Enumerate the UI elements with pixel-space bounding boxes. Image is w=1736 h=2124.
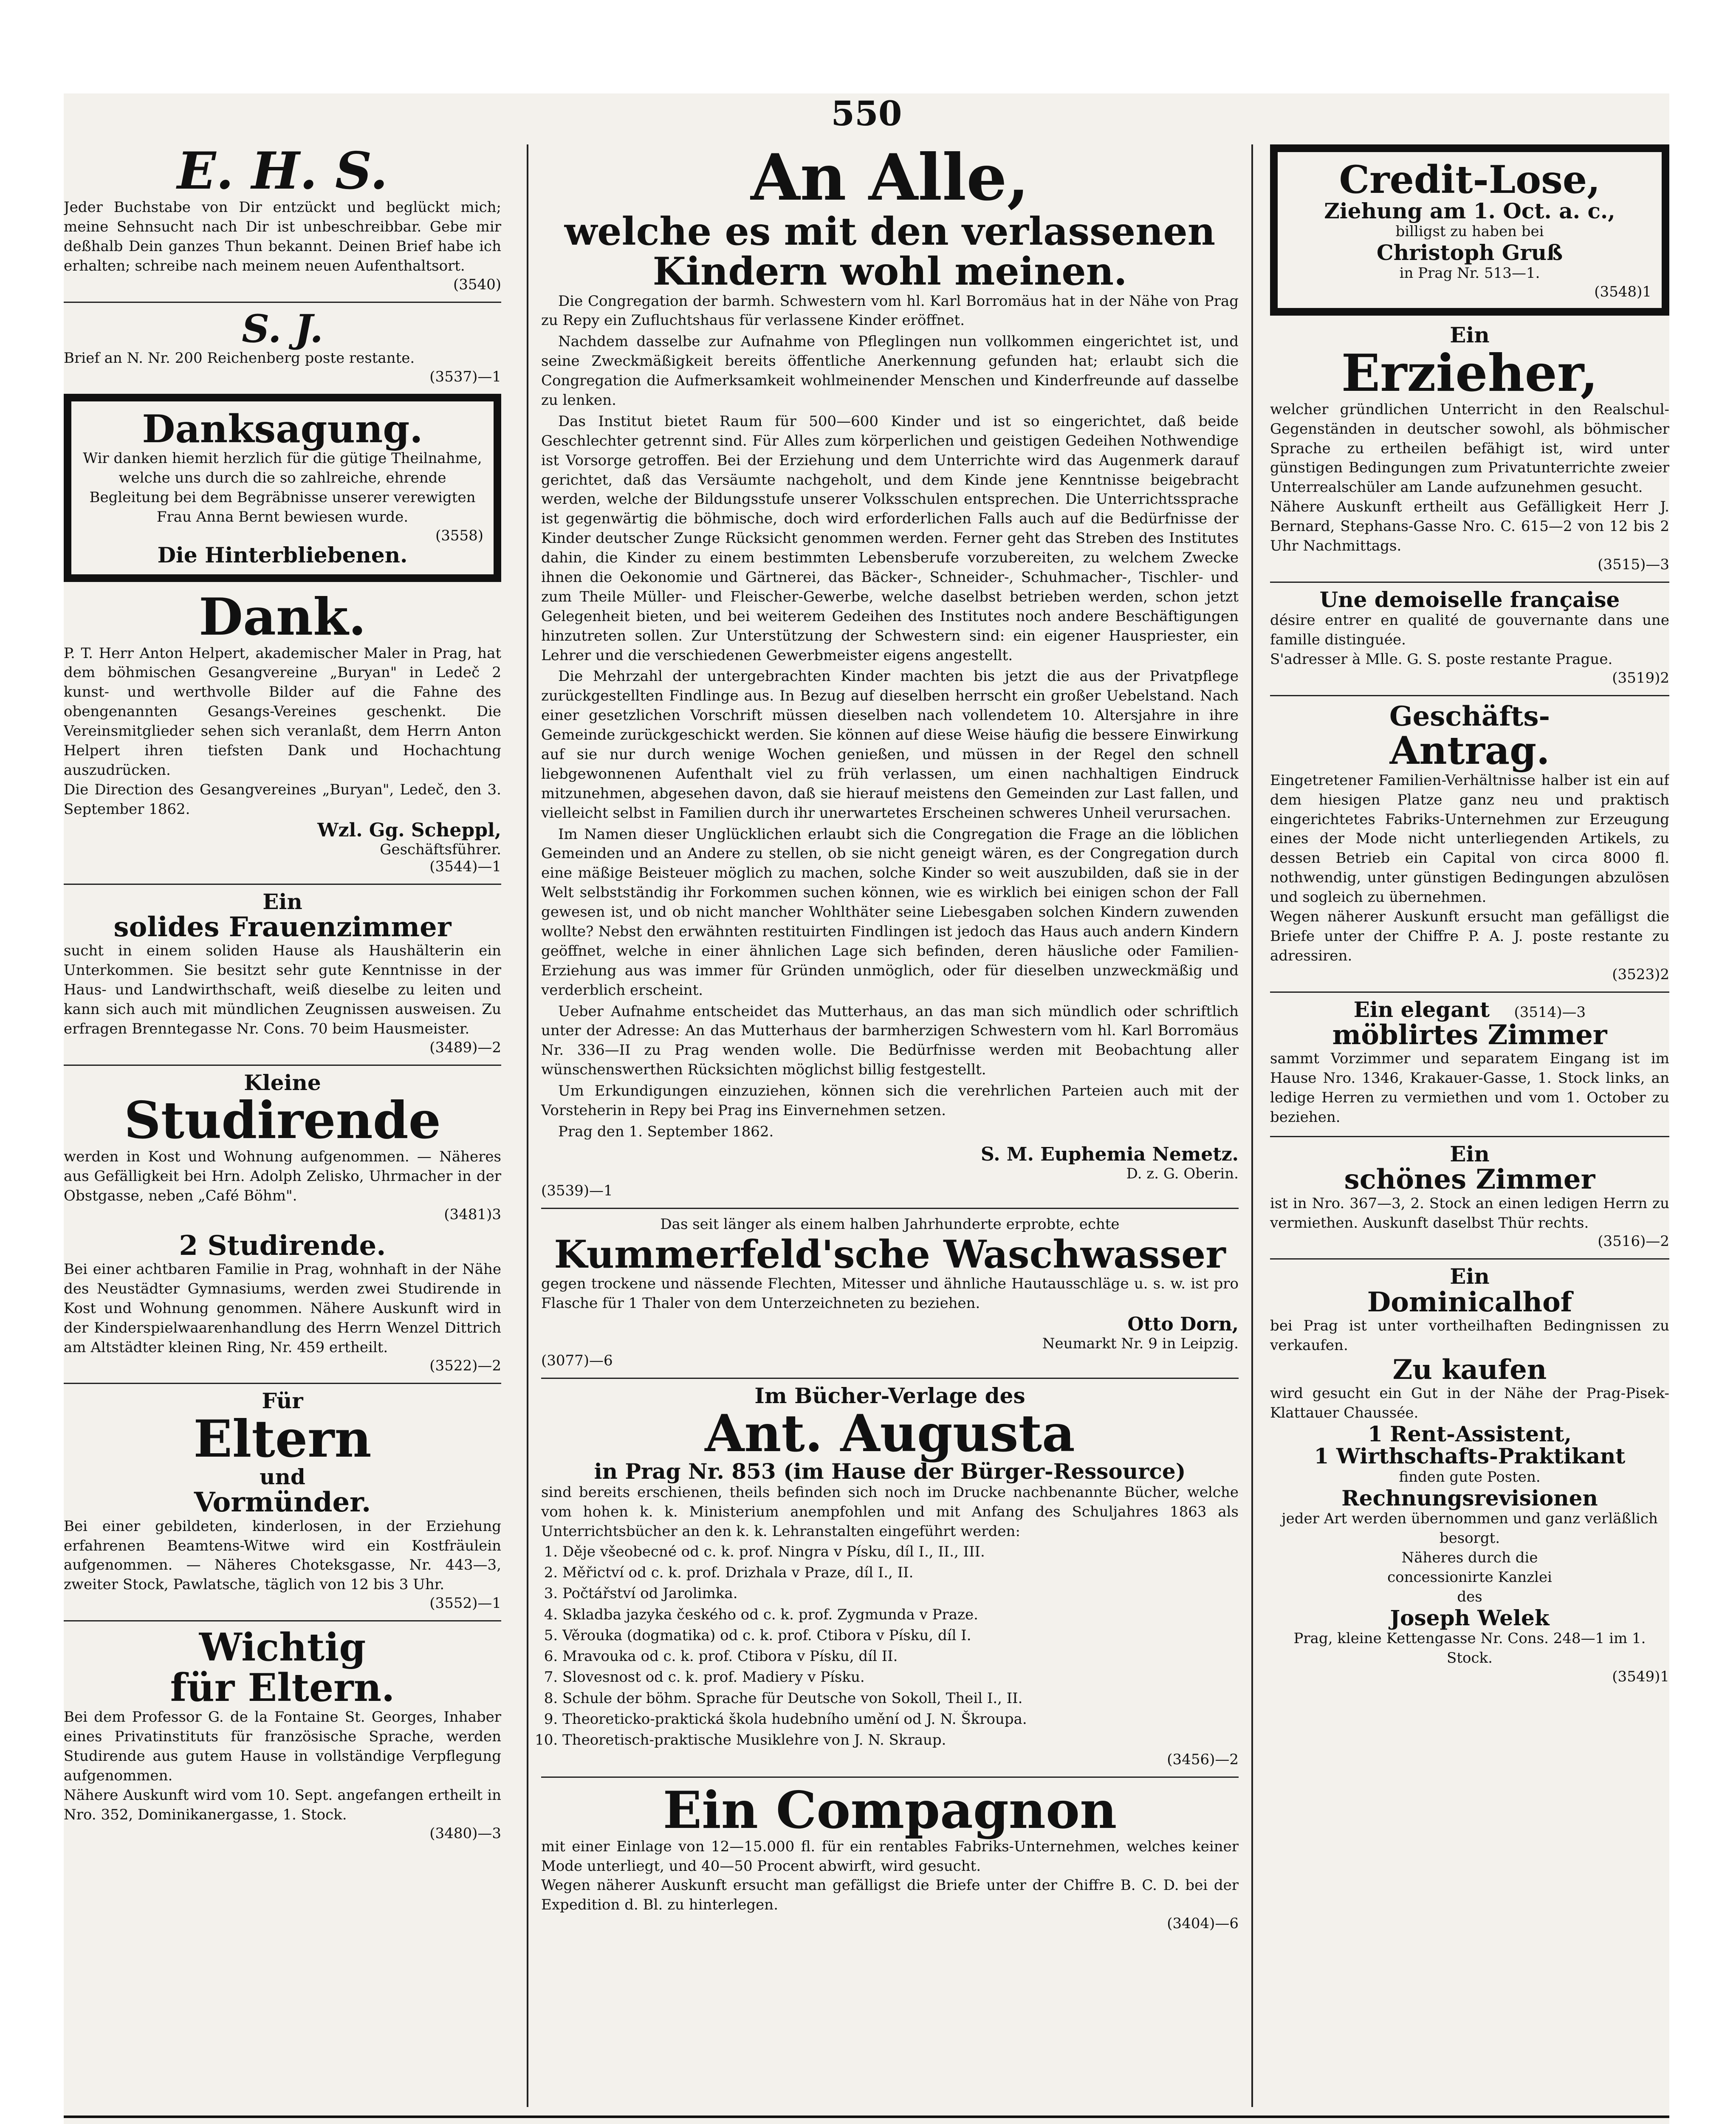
ad-title: Credit-Lose, — [1339, 157, 1601, 202]
ad-pretitle: Ein — [263, 889, 302, 914]
ad-title: Une demoiselle française — [1319, 587, 1620, 612]
ad-ref: (3077)—6 — [541, 1352, 613, 1369]
right-column — [1257, 144, 1669, 2107]
ad-text-2: Nähere Auskunft wird vom 10. Sept. angefangen ertheilt in Nro. 352, Dominikanergasse, 1. Stock. — [64, 1786, 501, 1823]
ad-signature: Christoph Gruß — [1376, 240, 1563, 265]
ad-eltern — [64, 1390, 501, 1612]
ad-ref: (3539)—1 — [541, 1182, 613, 1199]
ad-ref: (3404)—6 — [1167, 1915, 1239, 1932]
ad-ref: (3481)3 — [444, 1206, 501, 1223]
ad-title: Erzieher, — [1341, 343, 1598, 403]
ad-signature: Die Hinterbliebenen. — [157, 542, 408, 568]
ad-text: welcher gründlichen Unterricht in den Realschul-Gegenständen in deutscher sowohl, als böhmischer Sprache zu ertheilen befähigt ist, wird unter günstigen Bedingungen zum Privatunterrichte zweier Unterrealschüler am Lande aufzunehmen gesucht. — [1270, 401, 1669, 496]
ad-credit-lose — [1270, 144, 1669, 316]
ad-pretitle: Das seit länger als einem halben Jahrhunderte erprobte, echte — [660, 1215, 1120, 1233]
divider — [64, 302, 501, 303]
divider — [64, 1065, 501, 1066]
ad-title-2: Zu kaufen — [1392, 1353, 1547, 1386]
ad-title: schönes Zimmer — [1344, 1164, 1595, 1196]
ad-zwei-studirende — [64, 1231, 501, 1375]
ad-zimmer-2 — [1270, 1143, 1669, 1250]
ad-signature: S. M. Euphemia Nemetz. — [981, 1143, 1239, 1165]
ad-studirende — [64, 1072, 501, 1223]
ad-title: Dominicalhof — [1367, 1286, 1572, 1318]
ad-title-2: Vormünder. — [194, 1486, 371, 1519]
ad-address: Prag, kleine Kettengasse Nr. Cons. 248—1 im 1. Stock. — [1293, 1630, 1646, 1667]
ad-paragraph: Ueber Aufnahme entscheidet das Mutterhaus, an das man sich mündlich oder schriftlich unter der Adresse: An das Mutterhaus der barmherzigen Schwestern vom hl. Karl Borromäus Nr. 336—II zu Prag wenden wolle. Die Bedürfnisse werden mit Beobachtung aller wünschenswerthen Rücksichten möglichst billig festgestellt. — [541, 1003, 1239, 1079]
middle-column — [527, 144, 1253, 2107]
ad-ref: (3456)—2 — [1167, 1751, 1239, 1768]
ad-augusta — [541, 1385, 1239, 1768]
ad-line: 1 Wirthschafts-Praktikant — [1314, 1443, 1626, 1469]
ad-text: désire entrer en qualité de gouvernante dans une famille distinguée. — [1270, 612, 1669, 649]
footer-imprint — [64, 2116, 1669, 2124]
ad-midtitle: und — [260, 1464, 305, 1489]
divider — [541, 1378, 1239, 1379]
list-item: 3. Počtářství od Jarolimka. — [562, 1583, 1239, 1604]
ad-subtitle: Ziehung am 1. Oct. a. c., — [1324, 198, 1615, 223]
ad-title: Kummerfeld'sche Waschwasser — [554, 1231, 1226, 1277]
divider — [1270, 582, 1669, 583]
book-list — [541, 1542, 1239, 1751]
ad-pretitle: Ein — [1450, 322, 1490, 348]
ad-ref: (3552)—1 — [429, 1595, 501, 1612]
divider — [1270, 991, 1669, 993]
ad-text: ist in Nro. 367—3, 2. Stock an einen ledigen Herrn zu vermiethen. Auskunft daselbst Thür rechts. — [1270, 1195, 1669, 1231]
ad-text: Bei dem Professor G. de la Fontaine St. Georges, Inhaber eines Privatinstituts für französische Sprache, werden Studirende aus gutem Hause in vollständige Verpflegung aufgenommen. — [64, 1709, 501, 1784]
list-item: 10. Theoretisch-praktische Musiklehre von J. N. Skraup. — [562, 1730, 1239, 1751]
ad-text-2: Die Direction des Gesangvereines „Buryan", Ledeč, den 3. September 1862. — [64, 781, 501, 818]
ad-text: mit einer Einlage von 12—15.000 fl. für ein rentables Fabriks-Unternehmen, welches keiner Mode unterliegt, und 40—50 Procent abwirft, wird gesucht. — [541, 1838, 1239, 1875]
ad-title: Ant. Augusta — [705, 1404, 1075, 1464]
ad-title: Studirende — [124, 1090, 441, 1151]
ad-dominicalhof — [1270, 1265, 1669, 1685]
ad-ehs — [64, 144, 501, 293]
ad-text: Bei einer achtbaren Familie in Prag, wohnhaft in der Nähe des Neustädter Gymnasiums, werden zwei Studirende in Kost und Wohnung genommen. Nähere Auskunft wird in der Kinderspielwaarenhandlung des Herrn Wenzel Dittrich am Altstädter kleinen Ring, Nr. 459 ertheilt. — [64, 1261, 501, 1356]
ad-text-7: des — [1457, 1588, 1482, 1605]
ad-text: Bei einer gebildeten, kinderlosen, in der Erziehung erfahrenen Beamtens-Witwe wird ein Kostfräulein aufgenommen. — Näheres Choteksgasse, Nr. 443—3, zweiter Stock, Pawlatsche, täglich von 12 bis 3 Uhr. — [64, 1517, 501, 1593]
ad-erzieher — [1270, 324, 1669, 573]
ad-text: sammt Vorzimmer und separatem Eingang ist im Hause Nro. 1346, Krakauer-Gasse, 1. Stock links, an ledige Herren zu vermiethen und vom 1. October zu beziehen. — [1270, 1050, 1669, 1126]
ad-signature: Wzl. Gg. Scheppl, — [317, 819, 501, 841]
ad-text-2: S'adresser à Mlle. G. S. poste restante Prague. — [1270, 651, 1613, 668]
ad-title: Dank. — [199, 587, 366, 647]
ad-title: An Alle, — [751, 144, 1029, 215]
divider — [541, 1208, 1239, 1209]
ad-text: sucht in einem soliden Hause als Haushälterin ein Unterkommen. Sie besitzt sehr gute Kenntnisse in der Haus- und Landwirthschaft, weiß dieselbe zu leiten und kann sich auch mit mündlichen Zeugnissen ausweisen. Zu erfragen Brenntegasse Nr. Cons. 70 beim Hausmeister. — [64, 942, 501, 1037]
ad-pretitle: Für — [262, 1388, 303, 1414]
ad-signature-role: Neumarkt Nr. 9 in Leipzig. — [1042, 1335, 1239, 1352]
ad-ref: (3544)—1 — [429, 858, 501, 875]
list-item: 5. Věrouka (dogmatika) od c. k. prof. Ctibora v Písku, díl I. — [562, 1625, 1239, 1646]
ad-paragraph: Die Mehrzahl der untergebrachten Kinder machten bis jetzt die aus der Privatpflege zurückgestellten Findlinge aus. In Bezug auf dieselben herrscht ein großer Uebelstand. Nach einer gesetzlichen Vorschrift müssen dieselben nach vollendetem 10. Altersjahre in ihre Gemeinde zurückgeschickt werden. Sie können auf diese Weise häufig die bessere Einwirkung auf sie nur durch wenige Wochen genießen, und müssen in der Regel den schnell liebgewonnenen Aufenthalt viel zu früh verlassen, um einen nachhaltigen Eindruck mitzunehmen, abgesehen davon, daß sie hierauf meistens den Gemeinden zur Last fallen, und vielleicht selbst in Familien durch ihr unerwartetes Erscheinen schweres Unheil verursachen. — [541, 668, 1239, 822]
ad-wichtig — [64, 1627, 501, 1842]
ad-line: 1 Rent-Assistent, — [1368, 1421, 1572, 1446]
ad-ref: (3515)—3 — [1598, 556, 1669, 573]
ad-title: möblirtes Zimmer — [1332, 1019, 1607, 1051]
ad-text-6: concessionirte Kanzlei — [1387, 1568, 1552, 1586]
ad-compagnon — [541, 1780, 1239, 1932]
ad-ref: (3537)—1 — [429, 368, 501, 385]
ad-signature: Joseph Welek — [1390, 1605, 1550, 1630]
ad-text-2: wird gesucht ein Gut in der Nähe der Prag-Pisek-Klattauer Chaussée. — [1270, 1385, 1669, 1421]
ad-text: Eingetretener Familien-Verhältnisse halber ist ein auf dem hiesigen Platze ganz neu und praktisch eingerichtetes Fabriks-Unternehmen zur Erzeugung eines der Mode nicht unterliegenden Artikels, zu dessen Betrieb ein Capital von circa 8000 fl. nothwendig, unter günstigen Bedingungen abzulösen und sogleich zu übernehmen. — [1270, 771, 1669, 906]
ad-text-5: Näheres durch die — [1401, 1549, 1538, 1566]
ad-text: werden in Kost und Wohnung aufgenommen. — Näheres aus Gefälligkeit bei Hrn. Adolph Zelisko, Uhrmacher in der Obstgasse, neben „Café Böhm". — [64, 1148, 501, 1204]
ad-text: Jeder Buchstabe von Dir entzückt und beglückt mich; meine Sehnsucht nach Dir ist unbeschreibbar. Gebe mir deßhalb Dein ganzes Thun bekannt. Deinen Brief habe ich erhalten; schreibe nach meinem neuen Aufenthaltsort. — [64, 199, 501, 274]
divider — [64, 1620, 501, 1621]
list-item: 6. Mravouka od c. k. prof. Ctibora v Písku, díl II. — [562, 1646, 1239, 1667]
ad-text: Wir danken hiemit herzlich für die gütige Theilnahme, welche uns durch die so zahlreiche, ehrende Begleitung bei dem Begräbnisse unserer verewigten Frau Anna Bernt bewiesen wurde. — [83, 450, 482, 526]
ad-paragraph: Nachdem dasselbe zur Aufnahme von Pfleglingen nun vollkommen eingerichtet ist, und seine Zweckmäßigkeit bereits öffentliche Anerkennung gefunden hat; erlaubt sich die Congregation die Aufmerksamkeit wohlmeinender Menschen und Kinderfreunde auf dasselbe zu lenken. — [541, 333, 1239, 409]
ad-signature: Otto Dorn, — [1127, 1313, 1239, 1335]
ad-title: Ein Compagnon — [663, 1780, 1117, 1840]
ad-ref: (3540) — [453, 276, 501, 293]
ad-pretitle-text: Ein elegant — [1353, 997, 1490, 1022]
divider — [1270, 1136, 1669, 1137]
list-item: 9. Theoreticko-praktická škola hudebního umění od J. N. Škroupa. — [562, 1709, 1239, 1730]
divider — [64, 1383, 501, 1384]
list-item: 7. Slovesnost od c. k. prof. Madiery v Písku. — [562, 1667, 1239, 1688]
ad-ref: (3519)2 — [1612, 669, 1669, 687]
divider — [64, 884, 501, 885]
list-item: 1. Děje všeobecné od c. k. prof. Ningra v Písku, díl I., II., III. — [562, 1542, 1239, 1562]
left-column — [64, 144, 501, 2107]
ad-signature-role: D. z. G. Oberin. — [1126, 1165, 1239, 1182]
ad-text-4: jeder Art werden übernommen und ganz verläßlich besorgt. — [1282, 1510, 1658, 1547]
ad-pretitle — [1270, 999, 1669, 1021]
newspaper-page — [64, 93, 1669, 2124]
ad-pretitle: Ein — [1450, 1141, 1490, 1167]
list-item: 2. Měřictví od c. k. prof. Drizhala v Praze, díl I., II. — [562, 1562, 1239, 1583]
ad-pretitle: Kleine — [244, 1070, 321, 1095]
ad-date: Prag den 1. September 1862. — [558, 1123, 774, 1140]
ad-paragraph: Im Namen dieser Unglücklichen erlaubt sich die Congregation die Frage an die löblichen Gemeinden und an Andere zu stellen, ob sie nicht geneigt wären, es der Congregation durch eine mäßige Beisteuer möglich zu machen, solche Kinder so weit auszubilden, daß sie in der Welt selbstständig ihr Forkommen suchen können, wie es wirklich bei einigen schon der Fall gewesen ist, und ob nicht mancher Wohlthäter seine Liebesgaben solchen Kindern zuwenden wollte? Nebst den erwähnten restituirten Findlingen ist jedoch das Haus auch andern Kindern geöffnet, welche in einer ähnlichen Lage sich befinden, deren häusliche oder Familien-Erziehung aus was immer für Gründen unmöglich, oder für dieselben unzweckmäßig und verderblich erscheint. — [541, 825, 1239, 999]
ad-pretitle: Im Bücher-Verlage des — [754, 1383, 1025, 1408]
page-number: 550 — [831, 93, 902, 133]
ad-pretitle: Ein — [1450, 1264, 1490, 1289]
ad-ref: (3514)—3 — [1514, 1003, 1586, 1021]
ad-title: S. J. — [242, 306, 323, 351]
ad-ref: (3549)1 — [1612, 1668, 1669, 1685]
ad-an-alle — [541, 144, 1239, 1199]
ad-line: Rechnungsrevisionen — [1341, 1485, 1598, 1511]
ad-title: Geschäfts- — [1389, 700, 1550, 733]
divider — [1270, 695, 1669, 696]
ad-waschwasser — [541, 1215, 1239, 1369]
ad-text-2: Wegen näherer Auskunft ersucht man gefälligst die Briefe unter der Chiffre B. C. D. bei der Expedition d. Bl. zu hinterlegen. — [541, 1877, 1239, 1914]
list-item: 4. Skladba jazyka českého od c. k. prof. Zygmunda v Praze. — [562, 1604, 1239, 1625]
ad-text: sind bereits erschienen, theils befinden sich noch im Drucke nachbenannte Bücher, welche vom hohen k. k. Ministerium anempfohlen und mit Anfang des Schuljahres 1863 als Unterrichtsbücher an den k. k. Lehranstalten eingeführt werden: — [541, 1483, 1239, 1540]
ad-title-2: für Eltern. — [170, 1665, 395, 1710]
ad-dank — [64, 587, 501, 875]
ad-paragraph: Um Erkundigungen einzuziehen, können sich die verehrlichen Parteien auch mit der Vorsteherin in Repy bei Prag ins Einvernehmen setzen. — [541, 1082, 1239, 1119]
ad-address: in Prag Nr. 513—1. — [1399, 265, 1540, 282]
ad-ref: (3548)1 — [1594, 283, 1651, 301]
ad-paragraph: Das Institut bietet Raum für 500—600 Kinder und ist so eingerichtet, daß beide Geschlechter getrennt sind. Für Alles zum körperlichen und geistigen Gedeihen Nothwendige ist Vorsorge getroffen. Bei der Erziehung und dem Unterrichte wird das Augenmerk darauf gerichtet, daß das Versäumte nachgeholt, und dem Kinde jene Kenntnisse beigebracht werden, welche der Bildungsstufe unserer Volksschulen entsprechen. Die Unterrichtssprache ist gegenwärtig die böhmische, doch wird erforderlichen Falls auch auf die Bedürfnisse der Kinder deutscher Zunge Rücksicht genommen werden. Ferner geht das Streben des Institutes dahin, die Kinder zu einem bestimmten Lebensberufe vorzubereiten, zu welchem Zwecke ihnen die Oekonomie und Gärtnerei, das Bäcker-, Schneider-, Schuhmacher-, Tischler- und zum Theile Müller- und Fleischer-Gewerbe, welche daselbst betrieben werden, schon jetzt Gelegenheit bieten, und bei weiterem Gedeihen des Institutes noch andere Beschäftigungen hinzutreten sollen. Zur Unterstützung der Schwestern sind: ein eigener Hauspriester, ein Lehrer und die verschiedenen Gewerbmeister eigens angestellt. — [541, 412, 1239, 664]
ad-ref: (3516)—2 — [1598, 1233, 1669, 1250]
ad-danksagung — [64, 394, 501, 582]
ad-title-2: welche es mit den verlassenen Kindern wohl meinen. — [564, 209, 1216, 294]
ad-text: bei Prag ist unter vortheilhaften Bedingnissen zu verkaufen. — [1270, 1317, 1669, 1354]
ad-ref: (3480)—3 — [429, 1825, 501, 1842]
divider — [541, 1777, 1239, 1778]
list-item: 8. Schule der böhm. Sprache für Deutsche von Sokoll, Theil I., II. — [562, 1688, 1239, 1709]
ad-antrag — [1270, 702, 1669, 983]
ad-text: Brief an N. Nr. 200 Reichenberg poste restante. — [64, 350, 415, 367]
ad-text: billigst zu haben bei — [1395, 223, 1544, 240]
ad-title: solides Frauenzimmer — [113, 911, 452, 943]
ad-subtitle: in Prag Nr. 853 (im Hause der Bürger-Ressource) — [594, 1459, 1186, 1484]
ad-text-2: Nähere Auskunft ertheilt aus Gefälligkeit Herr J. Bernard, Stephans-Gasse Nro. C. 615—2 von 12 bis 2 Uhr Nachmittags. — [1270, 498, 1669, 555]
ad-title: Danksagung. — [142, 406, 423, 452]
ad-title: E. H. S. — [177, 144, 388, 201]
divider — [1270, 1258, 1669, 1260]
ad-text-2: Wegen näherer Auskunft ersucht man gefälligst die Briefe unter der Chiffre P. A. J. poste restante zu adressiren. — [1270, 908, 1669, 964]
ad-ref: (3522)—2 — [429, 1357, 501, 1375]
ad-paragraph: Die Congregation der barmh. Schwestern vom hl. Karl Borromäus hat in der Nähe von Prag zu Repy ein Zufluchtshaus für verlassene Kinder eröffnet. — [541, 292, 1239, 329]
ad-frauenzimmer — [64, 891, 501, 1056]
ad-title-2: Antrag. — [1389, 728, 1550, 774]
ad-text: P. T. Herr Anton Helpert, akademischer Maler in Prag, hat dem böhmischen Gesangvereine „Buryan" in Ledeč 2 kunst- und werthvolle Bilder auf die Fahne des obengenannten Gesangs-Vereines geschenkt. Die Vereinsmitglieder sehen sich veranlaßt, dem Herrn Anton Helpert ihren tiefsten Dank und Hochachtung auszudrücken. — [64, 644, 501, 779]
ad-zimmer-1 — [1270, 999, 1669, 1127]
ad-text: gegen trockene und nässende Flechten, Mitesser und ähnliche Hautausschläge u. s. w. ist pro Flasche für 1 Thaler von dem Unterzeichneten zu beziehen. — [541, 1275, 1239, 1312]
ad-title: Wichtig — [199, 1625, 366, 1670]
ad-sj — [64, 306, 501, 385]
ad-text-3: finden gute Posten. — [1399, 1468, 1541, 1486]
ad-title: 2 Studirende. — [179, 1229, 386, 1262]
ad-ref: (3489)—2 — [429, 1039, 501, 1056]
ad-ref: (3523)2 — [1612, 966, 1669, 983]
ad-signature-role: Geschäftsführer. — [380, 841, 501, 858]
ad-ref: (3558) — [435, 527, 483, 545]
ad-demoiselle — [1270, 589, 1669, 686]
ad-title: Eltern — [193, 1409, 372, 1469]
